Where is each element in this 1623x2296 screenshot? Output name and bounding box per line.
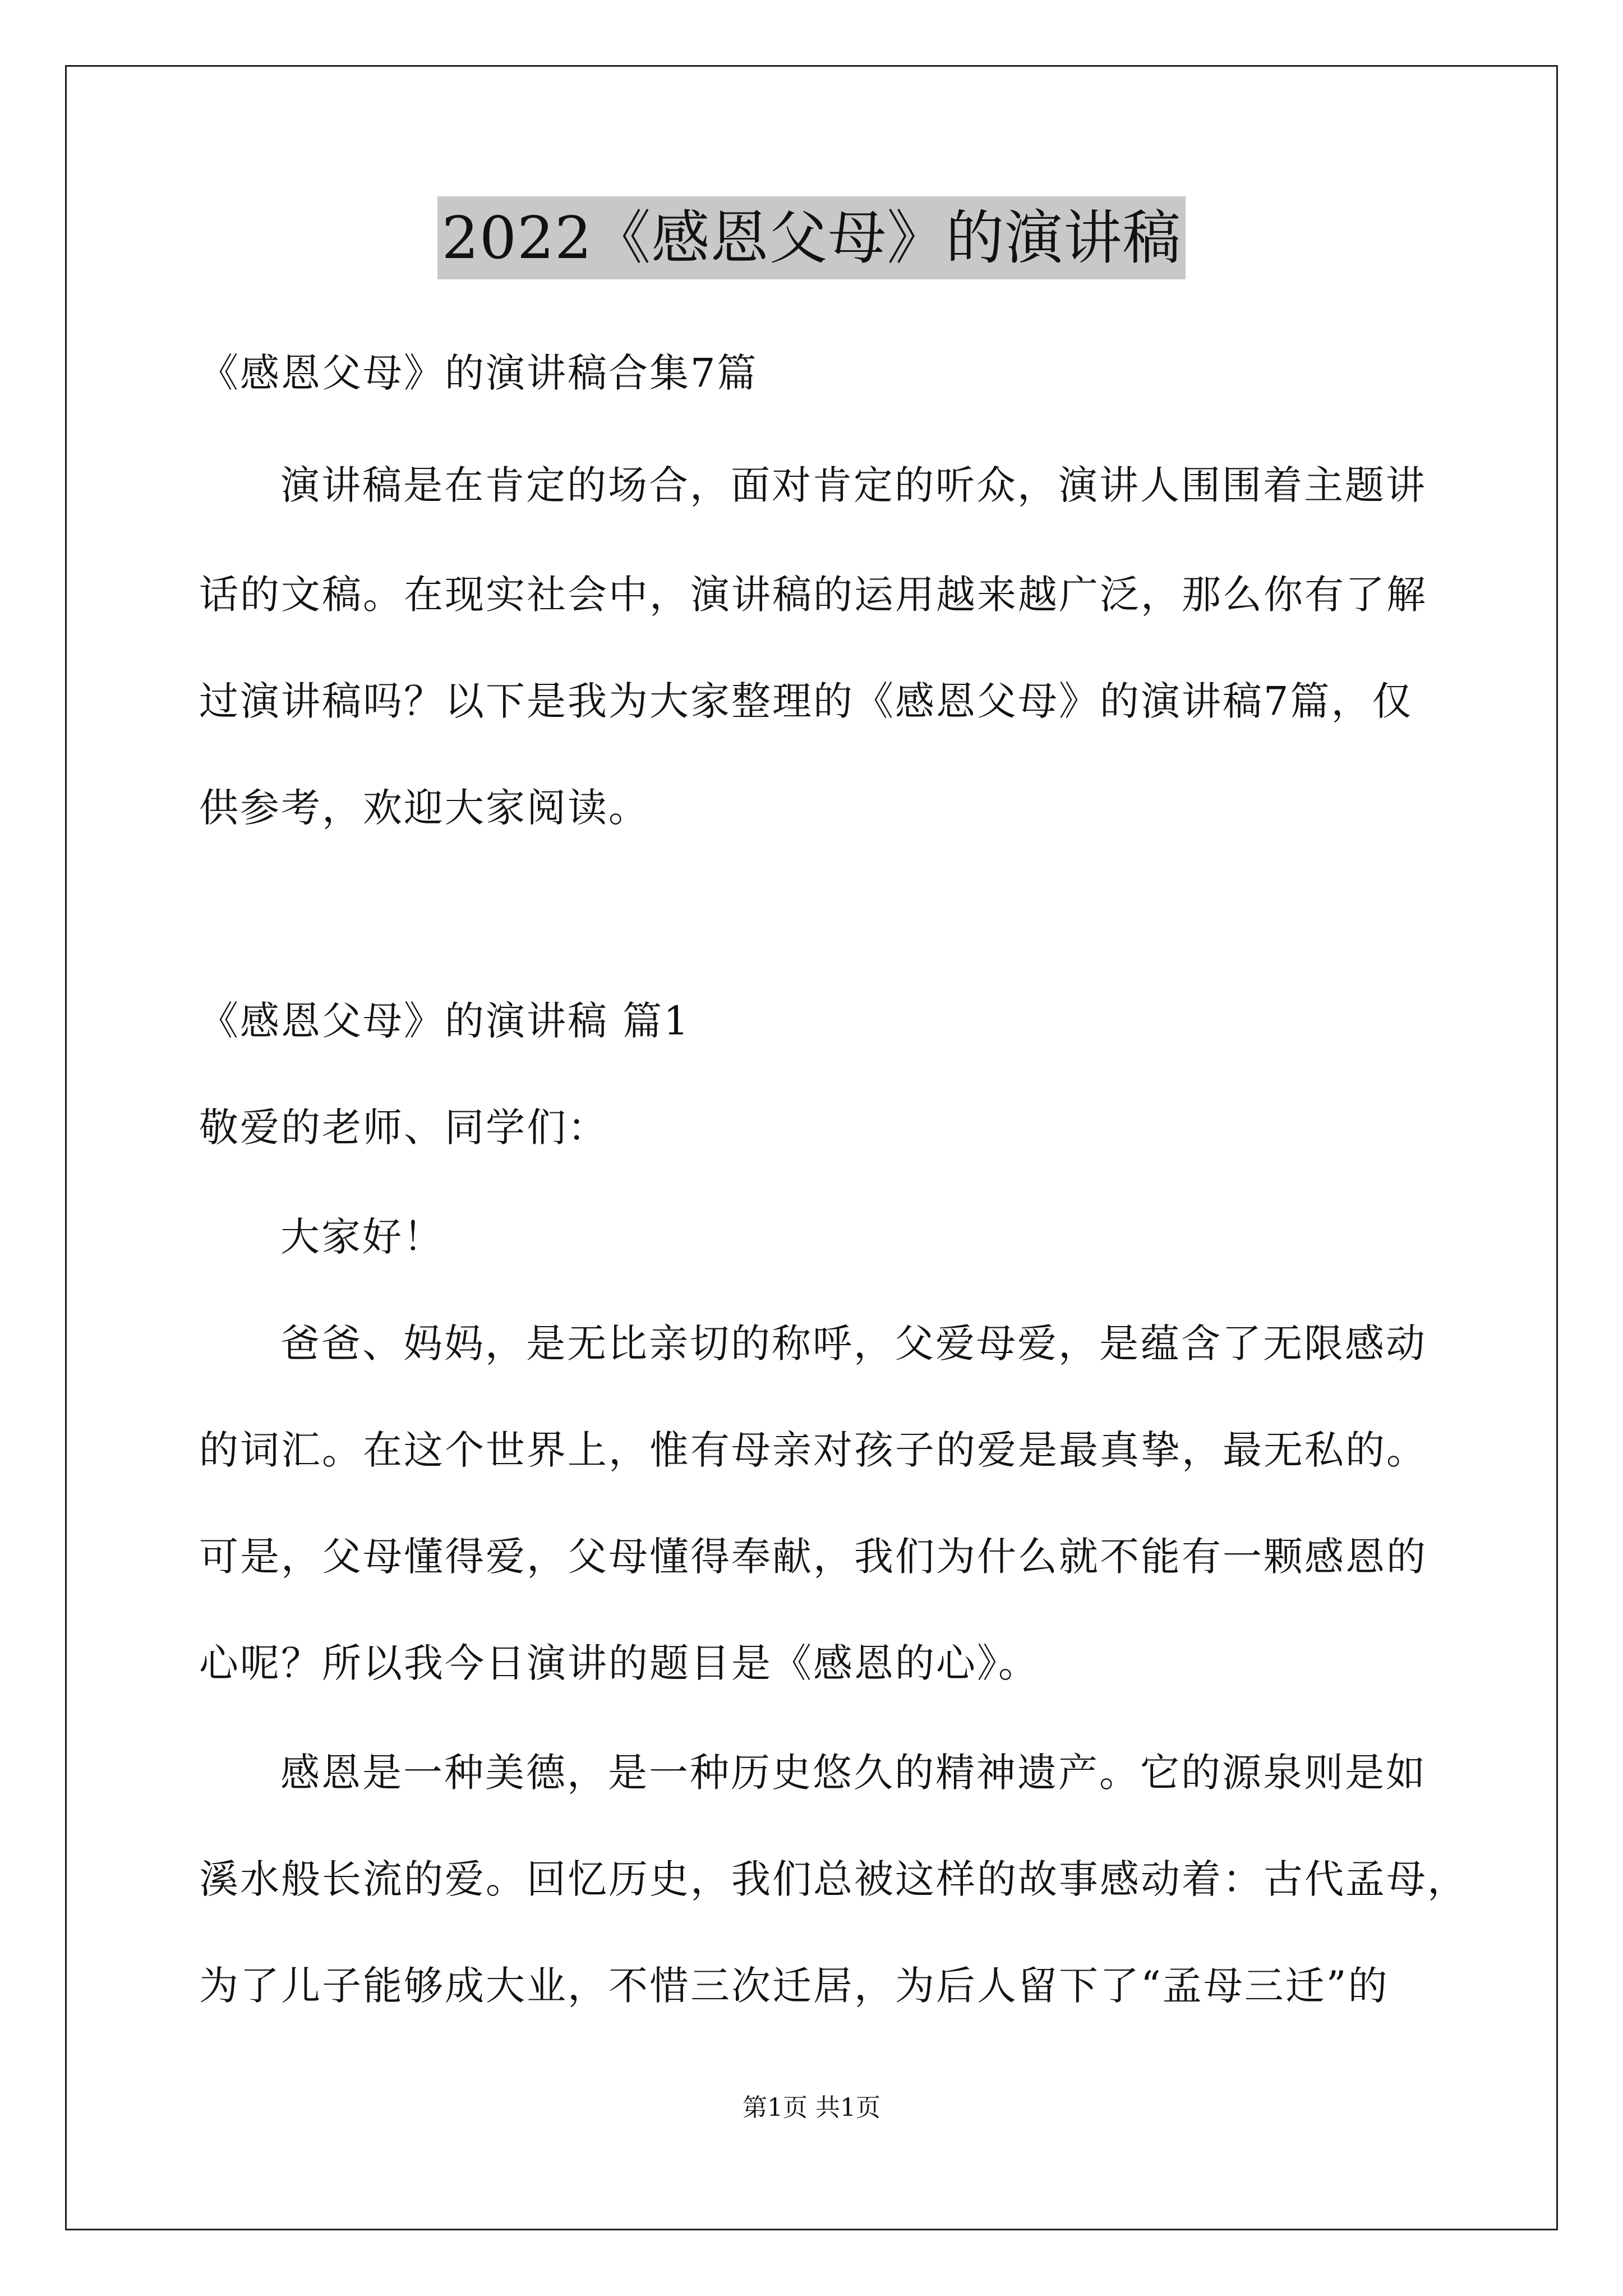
paragraph2-line-3: 为了儿子能够成大业，不惜三次迁居，为后人留下了“孟母三迁”的 (199, 1963, 1389, 2009)
paragraph1-line-2: 的词汇。在这个世界上，惟有母亲对孩子的爱是最真挚，最无私的。 (199, 1427, 1427, 1473)
paragraph1-line-1: 爸爸、妈妈，是无比亲切的称呼，父爱母爱，是蕴含了无限感动 (280, 1320, 1427, 1366)
section-heading: 《感恩父母》的演讲稿 篇1 (199, 998, 690, 1044)
greeting: 大家好！ (280, 1214, 444, 1260)
paragraph2-line-1: 感恩是一种美德，是一种历史悠久的精神遗产。它的源泉则是如 (280, 1750, 1427, 1796)
intro-line-2: 话的文稿。在现实社会中，演讲稿的运用越来越广泛，那么你有了解 (199, 572, 1427, 618)
document-title-wrap (0, 196, 1623, 279)
paragraph1-line-3: 可是，父母懂得爱，父母懂得奉献，我们为什么就不能有一颗感恩的 (199, 1534, 1427, 1580)
intro-line-1: 演讲稿是在肯定的场合，面对肯定的听众，演讲人围围着主题讲 (280, 462, 1427, 508)
document-subtitle: 《感恩父母》的演讲稿合集7篇 (199, 350, 758, 396)
salutation: 敬爱的老师、同学们： (199, 1105, 608, 1151)
intro-line-4: 供参考，欢迎大家阅读。 (199, 785, 649, 831)
paragraph1-line-4: 心呢？所以我今日演讲的题目是《感恩的心》。 (199, 1640, 1039, 1686)
document-title: 2022《感恩父母》的演讲稿 (437, 196, 1186, 279)
page-footer: 第1页 共1页 (743, 2093, 880, 2122)
paragraph2-line-2: 溪水般长流的爱。回忆历史，我们总被这样的故事感动着：古代孟母， (199, 1856, 1468, 1902)
intro-line-3: 过演讲稿吗？以下是我为大家整理的《感恩父母》的演讲稿7篇，仅 (199, 678, 1413, 724)
